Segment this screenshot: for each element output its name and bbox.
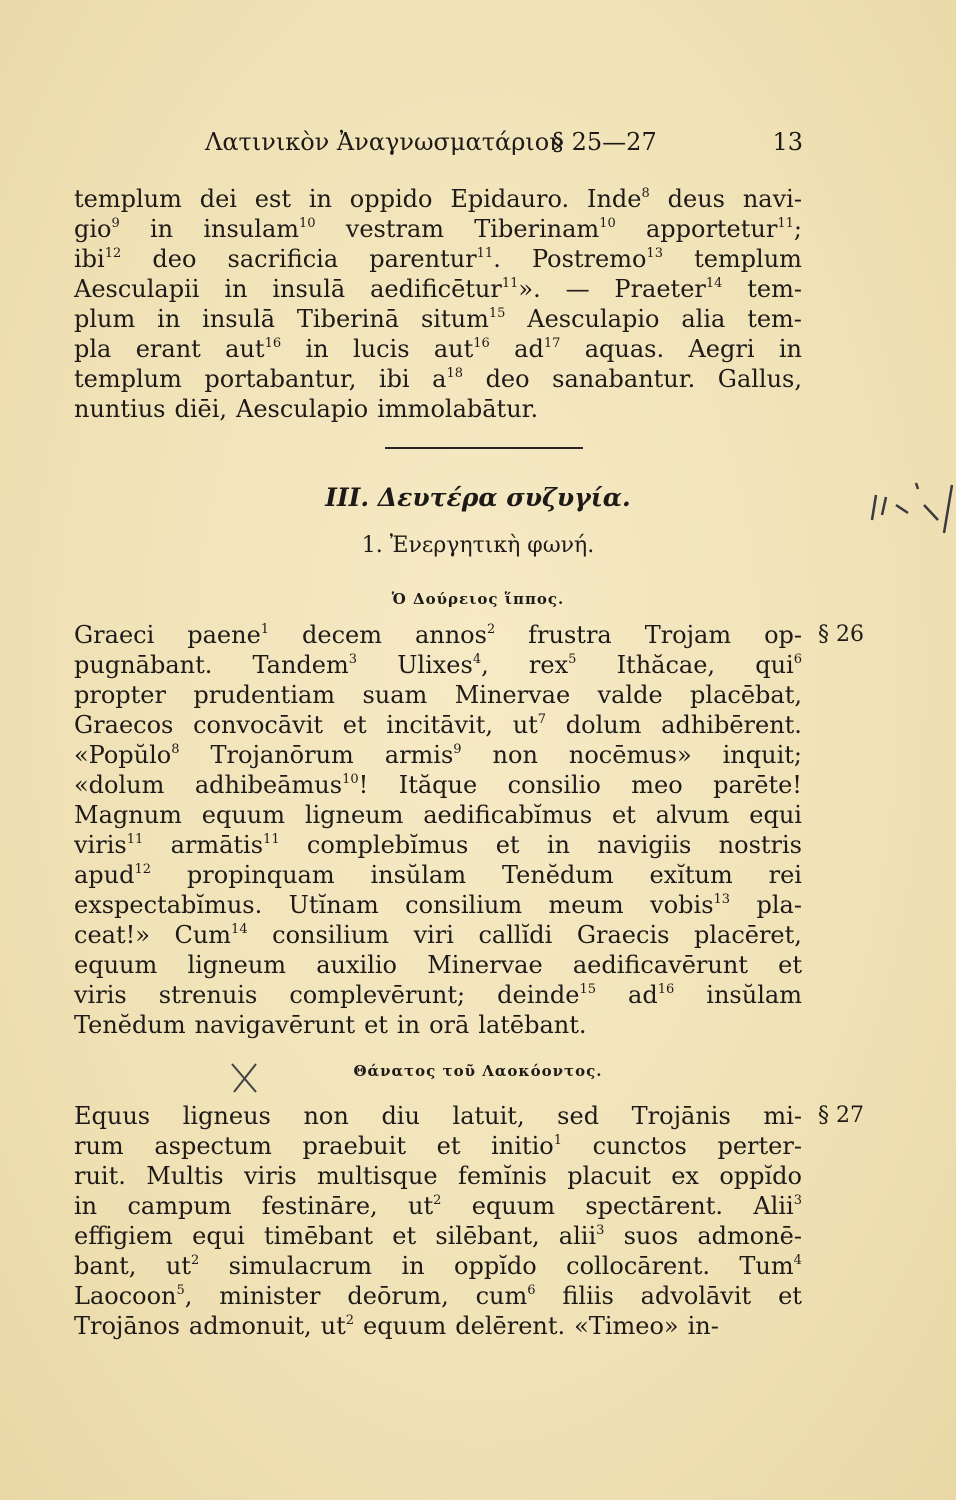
word: viris$^{11}$	[74, 831, 144, 859]
word: Aegri	[688, 335, 755, 363]
word: advolāvit	[640, 1282, 752, 1310]
word: Tum$^4$	[739, 1252, 802, 1280]
word: $ut^2$	[165, 1252, 200, 1280]
word: cum$^6$	[475, 1282, 536, 1310]
word: aedificētur$^{11}$».	[370, 275, 541, 303]
word: cunctos	[592, 1132, 687, 1160]
text-line	[74, 274, 802, 304]
word: in	[157, 305, 181, 333]
word: Trojanōrum	[210, 741, 354, 769]
text-line	[74, 1251, 802, 1281]
word: Tiberinam$^{10}$	[474, 215, 616, 243]
word: et	[364, 1011, 388, 1039]
text-line	[74, 364, 802, 394]
text-line	[74, 1101, 802, 1131]
word: templum	[694, 245, 802, 273]
word: equum	[471, 1192, 555, 1220]
word: et	[611, 801, 636, 829]
word: viris	[243, 1162, 297, 1190]
word: consilium	[405, 891, 523, 919]
text-line	[74, 1131, 802, 1161]
word: Trojam	[644, 621, 732, 649]
word: est	[254, 185, 291, 213]
word: adhibeāmus$^{10}$!	[194, 771, 369, 799]
word: orā	[429, 1011, 470, 1039]
word: Equus	[74, 1102, 151, 1130]
word: ligneum	[304, 801, 404, 829]
word: Laocoon$^5$,	[74, 1282, 193, 1310]
word: pugnābant.	[74, 651, 213, 679]
word: lucis	[352, 335, 410, 363]
word: dei	[199, 185, 237, 213]
word: praebuit	[302, 1132, 406, 1160]
word: Graeci	[74, 621, 155, 649]
margin-section-27: § 27	[818, 1103, 864, 1128]
word: vestram	[345, 215, 445, 243]
word: ligneum	[187, 951, 287, 979]
word: deinde$^{15}$	[497, 981, 596, 1009]
word: consilium	[272, 921, 390, 949]
word: nostris	[718, 831, 802, 859]
word: portabantur,	[204, 365, 357, 393]
word: dolum	[565, 711, 642, 739]
header-title: Λατινικὸν Ἀναγνωσματάριον	[205, 128, 564, 156]
word: festināre,	[261, 1192, 378, 1220]
text-line	[74, 1311, 802, 1341]
word: in	[150, 215, 174, 243]
text-line	[74, 184, 802, 214]
word: in	[778, 335, 802, 363]
story-heading-laocoon: Θάνατος τοῦ Λαοκόοντος.	[353, 1062, 603, 1080]
word: ibi	[378, 365, 410, 393]
word: collocārent.	[566, 1252, 710, 1280]
word: nuntius	[74, 395, 166, 423]
word: silēbant,	[435, 1222, 540, 1250]
paragraph-1	[74, 184, 802, 424]
word: navi-	[742, 185, 802, 213]
text-line	[74, 890, 802, 920]
word: Tandem$^3$	[252, 651, 358, 679]
text-line	[74, 1221, 802, 1251]
word: sanabantur.	[552, 365, 696, 393]
text-line	[74, 710, 802, 740]
word: rex$^5$	[528, 651, 577, 679]
word: meum	[548, 891, 624, 919]
word: placuit	[567, 1162, 651, 1190]
word: et	[778, 951, 802, 979]
word: $ut^2$	[408, 1192, 442, 1220]
word: immolabātur.	[377, 395, 539, 423]
word: sed	[557, 1102, 600, 1130]
word: insulā	[202, 305, 276, 333]
text-line	[74, 740, 802, 770]
word: convocāvit	[193, 711, 324, 739]
text-line	[74, 800, 802, 830]
text-line	[74, 214, 802, 244]
text-line	[74, 1161, 802, 1191]
text-line	[74, 650, 802, 680]
text-line	[74, 304, 802, 334]
word: Alii$^3$	[753, 1192, 802, 1220]
word: ceat!»	[74, 921, 150, 949]
word: Gallus,	[717, 365, 802, 393]
word: viri	[413, 921, 454, 949]
word: aedificabĭmus	[423, 801, 593, 829]
word: tem-	[747, 275, 802, 303]
word: initio$^1$	[491, 1132, 562, 1160]
word: strenuis	[158, 981, 258, 1009]
section-divider	[385, 447, 583, 449]
word: op-	[764, 621, 802, 649]
word: equum	[201, 801, 285, 829]
word: propter	[74, 681, 166, 709]
word: aut$^{16}$	[433, 335, 490, 363]
word: equum	[363, 1312, 447, 1340]
word: placēbat,	[690, 681, 802, 709]
word: in	[224, 275, 248, 303]
story-heading-trojan-horse: Ὁ Δούρειος ἵππος.	[391, 590, 565, 608]
word: Aesculapii	[74, 275, 200, 303]
word: aquas.	[584, 335, 665, 363]
word: parentur$^{11}$.	[369, 245, 501, 273]
word: viris	[74, 981, 127, 1009]
word: aspectum	[154, 1132, 272, 1160]
word: $ut^2$	[320, 1312, 355, 1340]
word: insulā	[272, 275, 346, 303]
text-line	[74, 950, 802, 980]
word: insulam$^{10}$	[203, 215, 316, 243]
word: oppido	[349, 185, 433, 213]
word: navigiis	[597, 831, 692, 859]
word: Ităque	[398, 771, 478, 799]
word: Epidauro.	[450, 185, 570, 213]
paragraph-3	[74, 1101, 802, 1341]
word: Minervae	[454, 681, 571, 709]
word: in	[74, 1192, 98, 1220]
word: non	[303, 1102, 349, 1130]
word: in	[305, 335, 329, 363]
word: tem-	[747, 305, 802, 333]
word: equi	[192, 1222, 245, 1250]
word: femĭnis	[457, 1162, 547, 1190]
word: in	[396, 1011, 421, 1039]
word: equum	[74, 951, 158, 979]
word: exspectabĭmus.	[74, 891, 263, 919]
word: ex	[671, 1162, 699, 1190]
word: Praeter$^{14}$	[614, 275, 723, 303]
word: perter-	[717, 1132, 802, 1160]
word: $ad^{16}$	[628, 981, 675, 1009]
word: templum	[74, 365, 182, 393]
word: alia	[681, 305, 726, 333]
word: Tenĕdum	[74, 1011, 186, 1039]
word: suos	[623, 1222, 679, 1250]
word: $ut^7$	[512, 711, 547, 739]
word: templum	[74, 185, 182, 213]
word: in-	[687, 1312, 719, 1340]
word: nocēmus»	[568, 741, 692, 769]
word: delērent.	[455, 1312, 566, 1340]
word: annos$^2$	[414, 621, 496, 649]
word: parēte!	[713, 771, 802, 799]
word: in	[401, 1252, 425, 1280]
word: deus	[667, 185, 725, 213]
word: effigiem	[74, 1222, 173, 1250]
word: insŭlam	[706, 981, 802, 1009]
word: suam	[362, 681, 428, 709]
word: adhibērent.	[661, 711, 802, 739]
word: apud$^{12}$	[74, 861, 152, 889]
text-line	[74, 1191, 802, 1221]
word: Inde$^8$	[586, 185, 650, 213]
text-line	[74, 830, 802, 860]
word: prudentiam	[193, 681, 336, 709]
word: Ulixes$^4$,	[397, 651, 489, 679]
word: aut$^{16}$	[225, 335, 282, 363]
part-heading: III. Δευτέρα συζυγία.	[325, 483, 631, 512]
word: equi	[749, 801, 802, 829]
page-number: 13	[772, 128, 803, 156]
text-line	[74, 1010, 802, 1040]
word: apportetur$^{11}$;	[645, 215, 802, 243]
pencil-x-mark	[228, 1058, 264, 1098]
pencil-mark-margin	[868, 475, 956, 540]
word: Minervae	[427, 951, 543, 979]
text-line	[74, 334, 802, 364]
word: admonē-	[697, 1222, 802, 1250]
text-line	[74, 860, 802, 890]
word: mi-	[763, 1102, 802, 1130]
word: in	[546, 831, 570, 859]
word: situm$^{15}$	[420, 305, 506, 333]
word: navigavērunt	[194, 1011, 356, 1039]
word: Multis	[146, 1162, 224, 1190]
word: et	[436, 1132, 461, 1160]
text-line	[74, 980, 802, 1010]
word: callĭdi	[478, 921, 553, 949]
word: rei	[768, 861, 802, 889]
word: Cum$^{14}$	[174, 921, 248, 949]
word: aedificavērunt	[572, 951, 748, 979]
word: «Timeo»	[574, 1312, 679, 1340]
word: oppĭdo	[454, 1252, 537, 1280]
word: ibi$^{12}$	[74, 245, 122, 273]
word: diēi,	[174, 395, 228, 423]
word: campum	[127, 1192, 232, 1220]
word: minister	[219, 1282, 321, 1310]
text-line	[74, 620, 802, 650]
word: multisque	[317, 1162, 438, 1190]
word: ligneus	[182, 1102, 271, 1130]
word: sacrificia	[227, 245, 339, 273]
word: Aesculapio	[527, 305, 660, 333]
chapter-heading: 1. Ἐνεργητικὴ φωνή.	[361, 533, 595, 558]
text-line	[74, 1281, 802, 1311]
word: —	[565, 275, 590, 303]
word: armātis$^{11}$	[170, 831, 280, 859]
word: $a^{18}$	[432, 365, 464, 393]
word: Tenĕdum	[502, 861, 614, 889]
word: pla	[74, 335, 112, 363]
word: complebĭmus	[306, 831, 469, 859]
word: et	[495, 831, 520, 859]
word: deo	[152, 245, 197, 273]
margin-section-26: § 26	[818, 622, 864, 647]
word: non	[492, 741, 538, 769]
word: consilio	[507, 771, 601, 799]
word: armis$^9$	[384, 741, 462, 769]
running-header	[205, 128, 803, 160]
text-line	[74, 394, 802, 424]
word: paene$^1$	[187, 621, 270, 649]
word: deo	[485, 365, 530, 393]
word: filiis	[562, 1282, 614, 1310]
word: $ad^{17}$	[514, 335, 561, 363]
word: Trojānos	[74, 1312, 180, 1340]
word: erant	[135, 335, 201, 363]
word: auxilio	[316, 951, 397, 979]
word: rum	[74, 1132, 124, 1160]
word: gio$^9$	[74, 215, 120, 243]
word: et	[342, 711, 367, 739]
word: et	[392, 1222, 417, 1250]
word: Ithăcae,	[616, 651, 716, 679]
word: placēret,	[693, 921, 802, 949]
word: inquit;	[722, 741, 802, 769]
word: alvum	[655, 801, 730, 829]
word: Tiberinā	[296, 305, 400, 333]
text-line	[74, 244, 802, 274]
word: et	[778, 1282, 802, 1310]
word: diu	[381, 1102, 420, 1130]
word: timēbant	[264, 1222, 374, 1250]
word: deōrum,	[347, 1282, 449, 1310]
word: plum	[74, 305, 136, 333]
word: valde	[597, 681, 663, 709]
word: latēbant.	[478, 1011, 587, 1039]
word: Aesculapio	[236, 395, 369, 423]
word: admonuit,	[188, 1312, 312, 1340]
text-line	[74, 770, 802, 800]
word: propinquam	[186, 861, 335, 889]
word: oppĭdo	[719, 1162, 802, 1190]
word: complevērunt;	[289, 981, 466, 1009]
word: exĭtum	[649, 861, 733, 889]
word: «dolum	[74, 771, 165, 799]
word: decem	[302, 621, 382, 649]
text-line	[74, 680, 802, 710]
word: spectārent.	[585, 1192, 723, 1220]
text-line	[74, 920, 802, 950]
word: vobis$^{13}$	[650, 891, 731, 919]
word: ruit.	[74, 1162, 126, 1190]
word: meo	[631, 771, 683, 799]
word: alii$^3$	[558, 1222, 605, 1250]
paragraph-2	[74, 620, 802, 1040]
word: Graecis	[576, 921, 670, 949]
word: insŭlam	[370, 861, 467, 889]
word: «Popŭlo$^8$	[74, 741, 180, 769]
header-section-range: § 25—27	[552, 128, 657, 156]
word: in	[308, 185, 332, 213]
word: Graecos	[74, 711, 174, 739]
word: latuit,	[452, 1102, 525, 1130]
word: bant,	[74, 1252, 137, 1280]
word: Postremo$^{13}$	[531, 245, 663, 273]
word: incitāvit,	[386, 711, 493, 739]
word: simulacrum	[228, 1252, 372, 1280]
word: qui$^6$	[755, 651, 802, 679]
word: pla-	[756, 891, 802, 919]
word: Trojānis	[631, 1102, 731, 1130]
word: Magnum	[74, 801, 182, 829]
word: frustra	[528, 621, 612, 649]
word: Utĭnam	[288, 891, 379, 919]
